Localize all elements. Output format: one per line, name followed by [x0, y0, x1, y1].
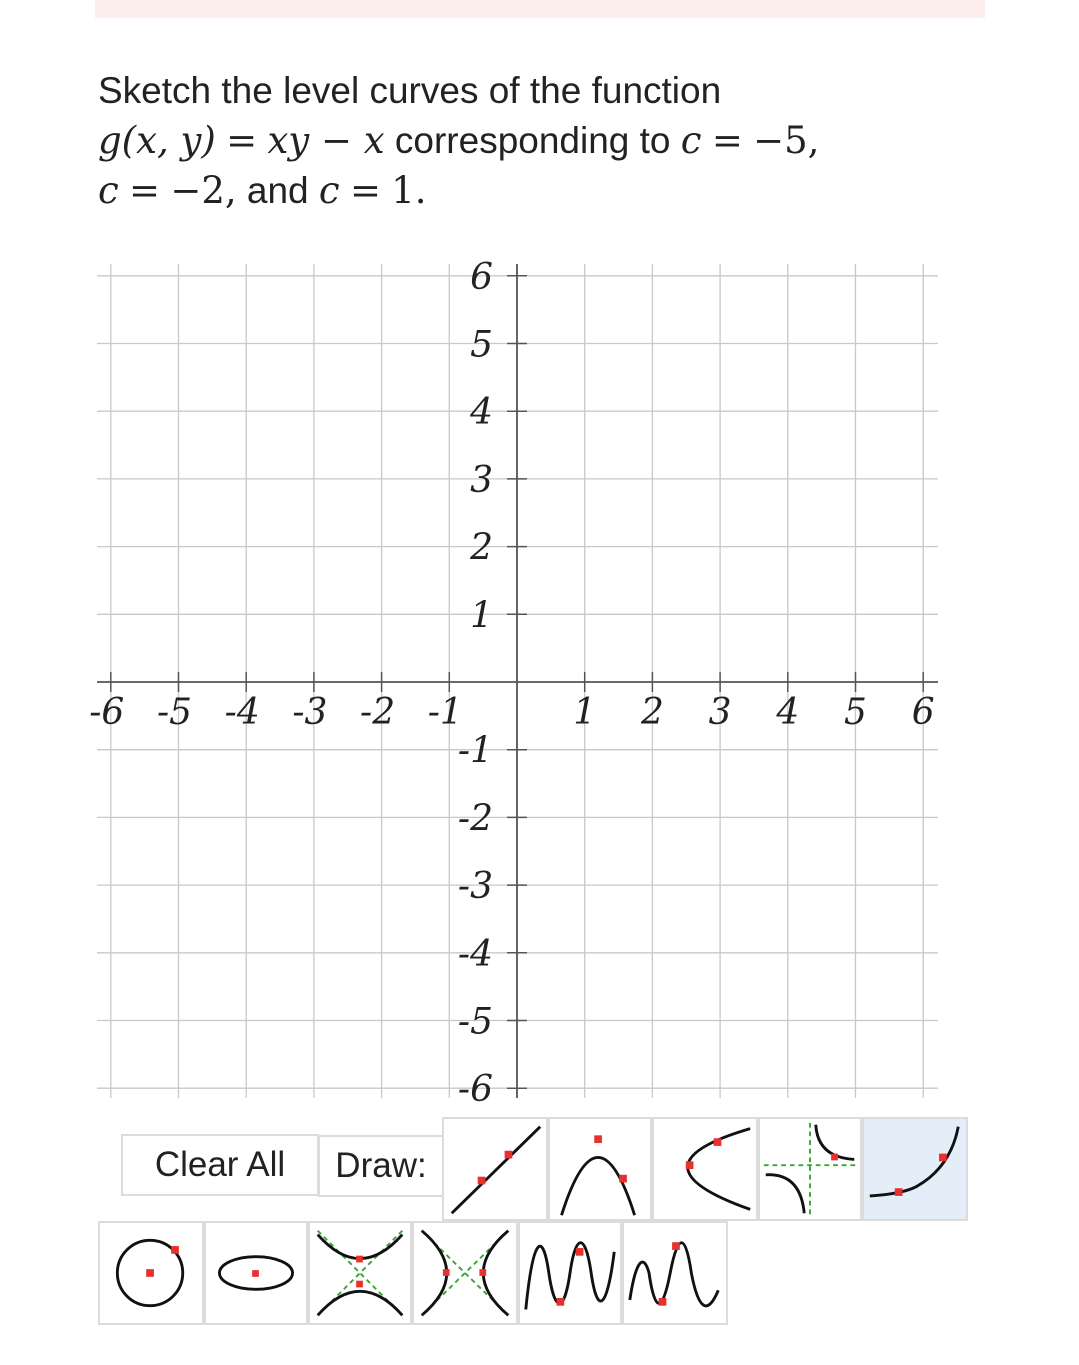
y-tick-label: -3: [457, 866, 493, 908]
y-tick-label: 4: [470, 392, 493, 434]
ellipse-tool-button[interactable]: [204, 1221, 308, 1325]
cosine-tool-button[interactable]: [622, 1221, 728, 1325]
x-tick-label: 6: [911, 692, 935, 733]
x-tick-label: 1: [573, 692, 597, 733]
clear-all-button[interactable]: [121, 1134, 319, 1196]
ellipse-icon: [206, 1223, 306, 1323]
hyperbola-asymptote-tool-button[interactable]: [758, 1117, 862, 1221]
x-tick-label: -5: [156, 692, 193, 733]
equals-sign: =: [711, 119, 743, 162]
draw-label: [318, 1135, 442, 1197]
c-value-2: −2,: [170, 169, 237, 212]
rational-icon: [760, 1119, 860, 1219]
x-tick-label: -3: [292, 692, 328, 733]
sine-icon: [520, 1223, 620, 1323]
x-tick-label: 2: [640, 692, 664, 733]
c-value-3: 1.: [391, 169, 427, 212]
cosine-icon: [624, 1223, 726, 1323]
y-tick-label: -4: [457, 933, 493, 975]
cubic-tool-button[interactable]: [862, 1117, 968, 1221]
c-value-1: −5,: [753, 119, 820, 162]
x-tick-label: -1: [427, 692, 463, 733]
and-text: and: [246, 170, 309, 211]
sine-tool-button[interactable]: [518, 1221, 622, 1325]
c-var-3: c: [318, 169, 340, 212]
x-tick-label: 4: [776, 692, 800, 733]
y-tick-label: 1: [470, 595, 493, 637]
x-tick-label: 5: [844, 692, 867, 733]
draw-label-text: Draw:: [335, 1146, 427, 1185]
y-tick-label: -6: [457, 1069, 493, 1111]
x-tick-label: -4: [224, 692, 260, 733]
parabola-icon: [550, 1119, 650, 1219]
x-tick-label: -2: [360, 692, 396, 733]
line-icon: [444, 1119, 546, 1219]
function-lhs: g(x, y): [98, 119, 216, 162]
y-tick-label: -2: [457, 798, 493, 840]
y-tick-label: 2: [470, 527, 493, 569]
parabola-tool-button[interactable]: [548, 1117, 652, 1221]
vertical-hyperbola-tool-button[interactable]: [308, 1221, 412, 1325]
horizontal-hyperbola-tool-button[interactable]: [412, 1221, 518, 1325]
x-tick-label: -6: [89, 692, 125, 733]
equals-sign: =: [226, 119, 258, 162]
y-tick-label: -5: [457, 1001, 493, 1043]
horizontal-hyperbola-icon: [414, 1223, 516, 1323]
corresponding-text: corresponding to: [394, 120, 671, 161]
vertical-hyperbola-icon: [310, 1223, 410, 1323]
y-tick-label: 5: [470, 324, 493, 366]
y-tick-label: -1: [457, 730, 493, 772]
line-tool-button[interactable]: [442, 1117, 548, 1221]
function-rhs: xy − x: [267, 119, 385, 162]
c-var-2: c: [98, 169, 119, 212]
circle-icon: [100, 1223, 202, 1323]
circle-tool-button[interactable]: [98, 1221, 204, 1325]
horizontal-parabola-icon: [654, 1119, 756, 1219]
horizontal-parabola-tool-button[interactable]: [652, 1117, 758, 1221]
x-tick-label: 3: [708, 692, 732, 733]
c-var-1: c: [680, 119, 702, 162]
equals-sign: =: [129, 169, 161, 212]
question-intro: Sketch the level curves of the function: [98, 70, 722, 111]
clear-all-label: Clear All: [154, 1145, 286, 1184]
y-tick-label: 6: [470, 256, 493, 298]
y-tick-label: 3: [470, 459, 493, 501]
equals-sign: =: [349, 169, 381, 212]
cubic-icon: [864, 1119, 966, 1219]
